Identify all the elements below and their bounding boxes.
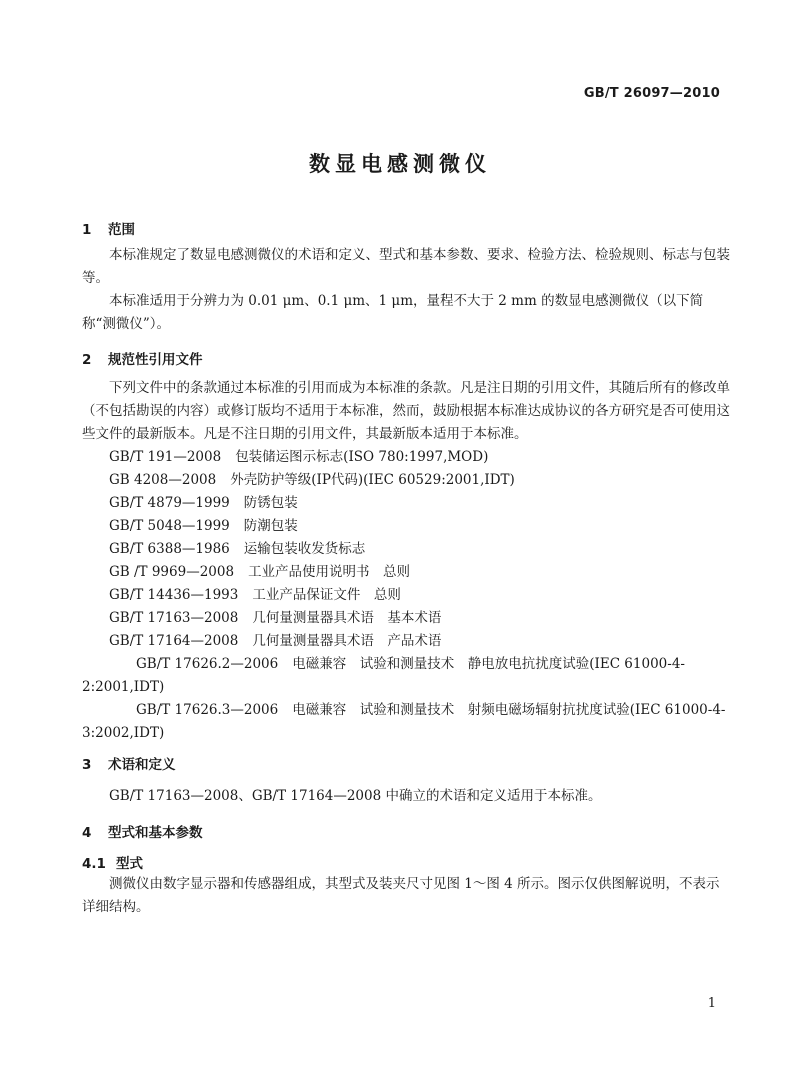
document-title: 数显电感测微仪 bbox=[309, 152, 491, 176]
reference-title: 工业产品使用说明书 总则 bbox=[248, 564, 411, 580]
paragraph: 测微仪由数字显示器和传感器组成，其型式及装夹尺寸见图 1～图 4 所示。图示仅供图解说明，不表示详细结构。 bbox=[82, 876, 720, 915]
section-3-body bbox=[82, 785, 730, 808]
reference-title: 外壳防护等级(IP代码)(IEC 60529:2001,IDT) bbox=[230, 472, 515, 488]
paragraph: GB/T 17163—2008、GB/T 17164—2008 中确立的术语和定义适用于本标准。 bbox=[109, 788, 602, 804]
reference-code: GB/T 5048—1999 bbox=[109, 518, 230, 534]
reference-code: GB /T 9969—2008 bbox=[109, 564, 235, 580]
reference-code: GB/T 17626.3—2006 bbox=[136, 702, 279, 718]
reference-title: 包装储运图示标志(ISO 780:1997,MOD) bbox=[235, 449, 489, 465]
subsection-number: 4.1 bbox=[82, 856, 106, 872]
reference-code: GB/T 6388—1986 bbox=[109, 541, 230, 557]
reference-item bbox=[82, 653, 730, 699]
reference-code: GB/T 191—2008 bbox=[109, 449, 222, 465]
reference-code: GB/T 14436—1993 bbox=[109, 587, 239, 603]
reference-item bbox=[82, 492, 730, 515]
reference-title: 防潮包装 bbox=[243, 518, 298, 534]
section-1-heading bbox=[82, 218, 135, 238]
subsection-4-1-heading bbox=[82, 852, 143, 872]
reference-item bbox=[82, 607, 730, 630]
section-title: 术语和定义 bbox=[108, 757, 176, 773]
subsection-4-1-body bbox=[82, 873, 730, 919]
reference-title: 几何量测量器具术语 产品术语 bbox=[252, 633, 442, 649]
page-number: 1 bbox=[707, 996, 716, 1011]
subsection-title: 型式 bbox=[116, 856, 143, 872]
reference-title: 工业产品保证文件 总则 bbox=[252, 587, 401, 603]
section-number: 3 bbox=[82, 757, 92, 773]
reference-item bbox=[82, 584, 730, 607]
reference-item bbox=[82, 469, 730, 492]
standard-code: GB/T 26097—2010 bbox=[583, 86, 720, 101]
reference-code: GB/T 17163—2008 bbox=[109, 610, 239, 626]
section-number: 2 bbox=[82, 352, 92, 368]
reference-item bbox=[82, 446, 730, 469]
reference-code: GB/T 17164—2008 bbox=[109, 633, 239, 649]
reference-title: 运输包装收发货标志 bbox=[243, 541, 366, 557]
reference-item bbox=[82, 561, 730, 584]
section-1-body bbox=[82, 244, 730, 336]
section-2-body bbox=[82, 377, 730, 446]
paragraph: 本标准规定了数显电感测微仪的术语和定义、型式和基本参数、要求、检验方法、检验规则、标志与包装等。 bbox=[82, 247, 730, 286]
reference-title: 电磁兼容 试验和测量技术 静电放电抗扰度试验(IEC 61000-4-2:2001,IDT) bbox=[82, 656, 685, 695]
reference-code: GB/T 17626.2—2006 bbox=[136, 656, 279, 672]
section-title: 规范性引用文件 bbox=[108, 352, 203, 368]
section-4-heading bbox=[82, 821, 203, 841]
section-title: 范围 bbox=[108, 222, 135, 238]
reference-title: 电磁兼容 试验和测量技术 射频电磁场辐射抗扰度试验(IEC 61000-4-3:2002,IDT) bbox=[82, 702, 726, 741]
section-3-heading bbox=[82, 753, 176, 773]
reference-item bbox=[82, 538, 730, 561]
reference-item bbox=[82, 699, 730, 745]
reference-item bbox=[82, 630, 730, 653]
reference-title: 防锈包装 bbox=[243, 495, 298, 511]
reference-title: 几何量测量器具术语 基本术语 bbox=[252, 610, 442, 626]
paragraph: 本标准适用于分辨力为 0.01 μm、0.1 μm、1 μm，量程不大于 2 mm 的数显电感测微仪（以下简称“测微仪”）。 bbox=[82, 293, 704, 332]
section-2-heading bbox=[82, 348, 203, 368]
section-number: 1 bbox=[82, 222, 92, 238]
reference-code: GB/T 4879—1999 bbox=[109, 495, 230, 511]
section-title: 型式和基本参数 bbox=[108, 825, 203, 841]
reference-code: GB 4208—2008 bbox=[109, 472, 217, 488]
section-number: 4 bbox=[82, 825, 92, 841]
paragraph: 下列文件中的条款通过本标准的引用而成为本标准的条款。凡是注日期的引用文件，其随后所有的修改单（不包括勘误的内容）或修订版均不适用于本标准，然而，鼓励根据本标准达成协议的各方研究是否可使用这些文件的最新版本。凡是不注日期的引用文件，其最新版本适用于本标准。 bbox=[82, 380, 730, 442]
reference-item bbox=[82, 515, 730, 538]
